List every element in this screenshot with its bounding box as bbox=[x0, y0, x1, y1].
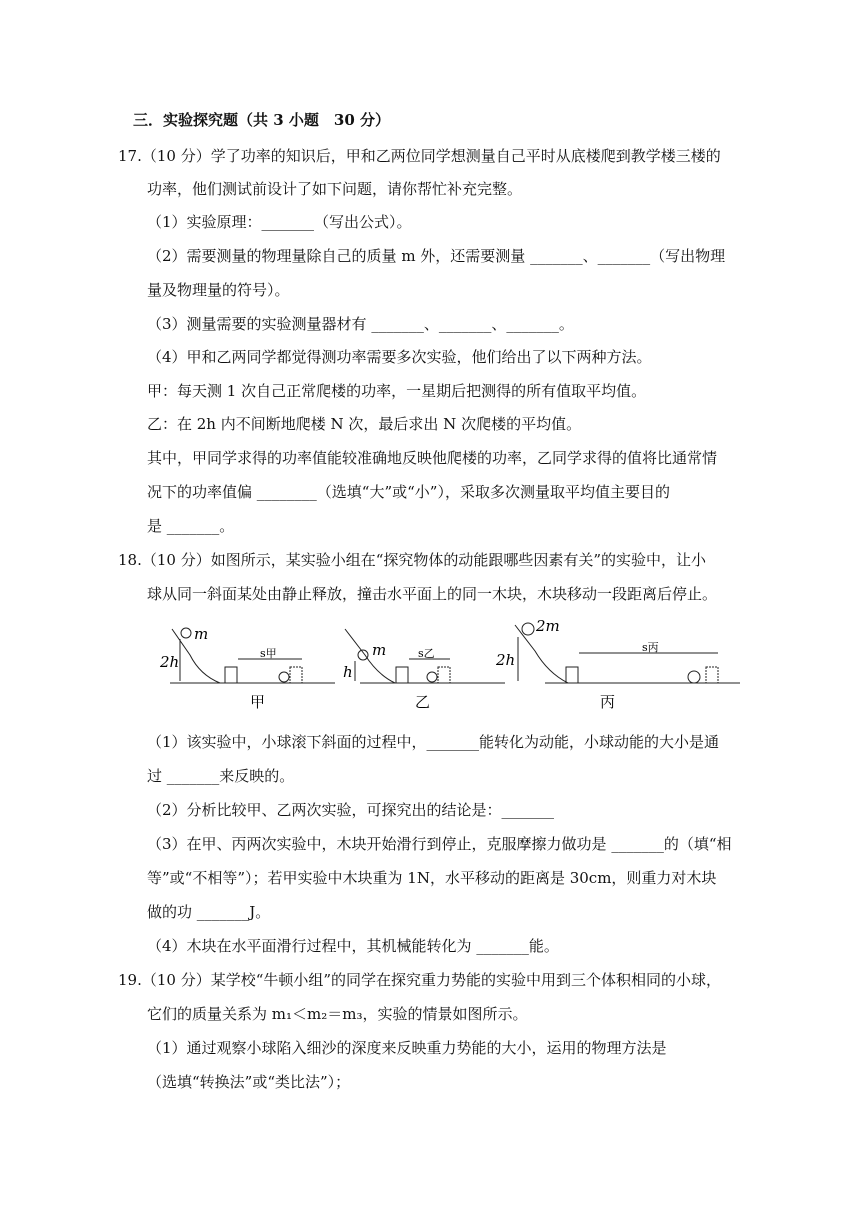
wooden-block-final bbox=[706, 667, 718, 683]
q17-conclusion-line-1: 其中，甲同学求得的功率值能较准确地反映他爬楼的功率，乙同学求得的值将比通常情 bbox=[147, 449, 718, 467]
mass-label: m bbox=[194, 625, 209, 643]
q18-part-4: （4）木块在水平面滑行过程中，其机械能转化为 _______能。 bbox=[147, 937, 559, 955]
q19-stem-line-2: 它们的质量关系为 m₁＜m₂＝m₃，实验的情景如图所示。 bbox=[147, 1005, 528, 1023]
height-label: h bbox=[343, 663, 353, 681]
q18-part-1-line-1: （1）该实验中，小球滚下斜面的过程中，_______能转化为动能，小球动能的大小是通 bbox=[147, 733, 720, 751]
q17-part-3: （3）测量需要的实验测量器材有 _______、_______、_______。 bbox=[147, 315, 574, 333]
q19-part-1-line-2: （选填“转换法”或“类比法”）； bbox=[147, 1073, 351, 1091]
ball bbox=[522, 623, 534, 635]
q18-stem-line-1: 18.（10 分）如图所示，某实验小组在“探究物体的动能跟哪些因素有关”的实验中，让小 bbox=[118, 551, 707, 569]
wooden-block bbox=[566, 667, 578, 683]
mass-label: m bbox=[372, 641, 387, 659]
panel-yi bbox=[343, 629, 505, 711]
ball bbox=[358, 650, 368, 660]
q18-part-3-line-1: （3）在甲、丙两次实验中，木块开始滑行到停止，克服摩擦力做功是 _______的（填“相 bbox=[147, 835, 732, 853]
wooden-block-final bbox=[290, 667, 302, 683]
q17-method-yi: 乙：在 2h 内不间断地爬楼 N 次，最后求出 N 次爬楼的平均值。 bbox=[147, 415, 582, 433]
caption-yi: 乙 bbox=[415, 693, 431, 711]
distance-label: s甲 bbox=[260, 647, 277, 660]
ball-final bbox=[279, 672, 289, 682]
height-label: 2h bbox=[160, 653, 180, 671]
q18-part-3-line-2: 等”或“不相等”）；若甲实验中木块重为 1N，水平移动的距离是 30cm，则重力对木块 bbox=[147, 869, 717, 887]
kinetic-energy-experiment-figure bbox=[150, 615, 750, 715]
q19-stem-line-1: 19.（10 分）某学校“牛顿小组”的同学在探究重力势能的实验中用到三个体积相同的小球， bbox=[118, 971, 722, 989]
q17-part-2-line-2: 量及物理量的符号）。 bbox=[147, 281, 290, 299]
q18-part-1-line-2: 过 _______来反映的。 bbox=[147, 767, 295, 785]
panel-bing bbox=[495, 617, 740, 711]
caption-bing: 丙 bbox=[600, 693, 616, 711]
distance-label: s丙 bbox=[642, 641, 659, 654]
q17-part-4: （4）甲和乙两同学都觉得测功率需要多次实验，他们给出了以下两种方法。 bbox=[147, 348, 652, 366]
height-label: 2h bbox=[496, 651, 516, 669]
q18-part-3-line-3: 做的功 _______J。 bbox=[147, 903, 271, 921]
q19-part-1-line-1: （1）通过观察小球陷入细沙的深度来反映重力势能的大小，运用的物理方法是 bbox=[147, 1039, 667, 1057]
ball bbox=[181, 628, 191, 638]
q17-conclusion-line-3: 是 _______。 bbox=[147, 517, 235, 535]
wooden-block bbox=[225, 667, 237, 683]
q17-part-2-line-1: （2）需要测量的物理量除自己的质量 m 外，还需要测量 _______、_______（写出物理 bbox=[147, 247, 726, 265]
q17-conclusion-line-2: 况下的功率值偏 ________（选填“大”或“小”），采取多次测量取平均值主要目的 bbox=[147, 483, 670, 501]
section-heading: 三．实验探究题（共 3 小题 30 分） bbox=[133, 111, 390, 129]
q18-stem-line-2: 球从同一斜面某处由静止释放，撞击水平面上的同一木块，木块移动一段距离后停止。 bbox=[147, 585, 718, 603]
q17-stem-line-2: 功率，他们测试前设计了如下问题，请你帮忙补充完整。 bbox=[147, 180, 523, 198]
panel-jia bbox=[159, 625, 335, 711]
wooden-block bbox=[396, 667, 408, 683]
mass-label: 2m bbox=[536, 617, 560, 635]
q17-stem-line-1: 17.（10 分）学了功率的知识后，甲和乙两位同学想测量自己平时从底楼爬到教学楼三楼的 bbox=[118, 147, 721, 165]
ball-final bbox=[427, 672, 437, 682]
distance-label: s乙 bbox=[418, 647, 435, 660]
caption-jia: 甲 bbox=[250, 693, 266, 711]
q17-method-jia: 甲：每天测 1 次自己正常爬楼的功率，一星期后把测得的所有值取平均值。 bbox=[147, 382, 647, 400]
q18-part-2: （2）分析比较甲、乙两次实验，可探究出的结论是：_______ bbox=[147, 801, 555, 819]
q17-part-1: （1）实验原理：_______（写出公式）。 bbox=[147, 213, 412, 231]
wooden-block-final bbox=[438, 667, 450, 683]
ball-final bbox=[688, 671, 700, 683]
